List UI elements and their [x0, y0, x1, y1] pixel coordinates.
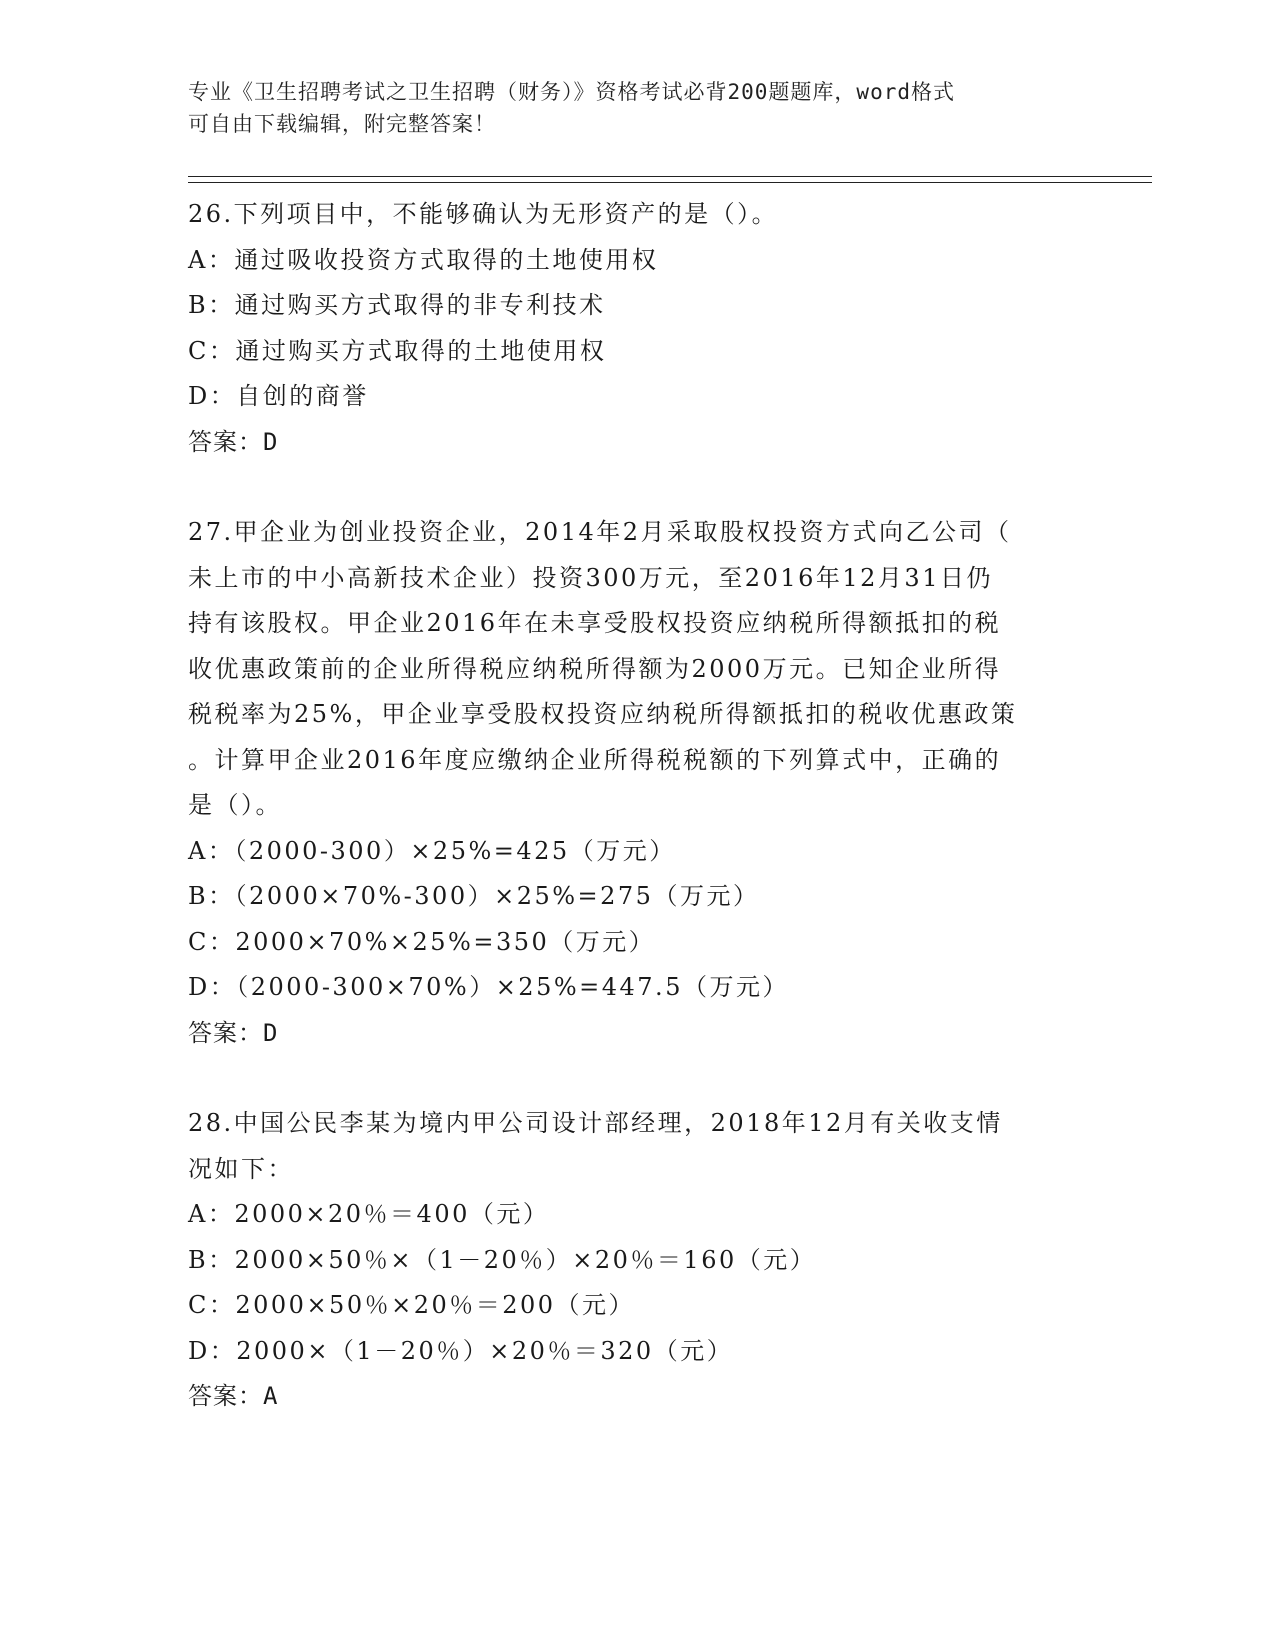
question-stem: 未上市的中小高新技术企业）投资300万元，至2016年12月31日仍 — [188, 563, 993, 592]
question-stem: 28.中国公民李某为境内甲公司设计部经理，2018年12月有关收支情 — [188, 1109, 1003, 1137]
option-c: C：2000×50％×20％＝200（元） — [188, 1291, 636, 1319]
question-block — [188, 510, 1088, 1056]
question-stem: 26.下列项目中，不能够确认为无形资产的是（）。 — [188, 200, 779, 228]
option-d: D：（2000-300×70%）×25%=447.5（万元） — [188, 973, 789, 1001]
question-stem: 27.甲企业为创业投资企业，2014年2月采取股权投资方式向乙公司（ — [188, 518, 1012, 546]
question-stem: 是（）。 — [188, 791, 282, 819]
question-stem: 况如下： — [188, 1154, 294, 1183]
option-c: C：2000×70%×25%=350（万元） — [188, 927, 656, 956]
option-d: D：2000×（1－20％）×20％＝320（元） — [188, 1336, 734, 1365]
option-a: A：（2000-300）×25%=425（万元） — [188, 836, 676, 865]
option-b: B：2000×50％×（1－20％）×20％＝160（元） — [188, 1245, 817, 1274]
question-stem: 税税率为25%，甲企业享受股权投资应纳税所得额抵扣的税收优惠政策 — [188, 700, 1018, 728]
question-stem: 。计算甲企业2016年度应缴纳企业所得税税额的下列算式中，正确的 — [188, 745, 1002, 774]
answer-line: 答案：D — [188, 427, 279, 456]
header-line: 专业《卫生招聘考试之卫生招聘（财务）》资格考试必背200题题库，word格式 — [188, 80, 955, 104]
header-divider — [188, 176, 1152, 177]
question-block — [188, 192, 1088, 465]
question-list — [188, 192, 1088, 1420]
header-divider — [188, 182, 1152, 183]
option-b: B：通过购买方式取得的非专利技术 — [188, 291, 606, 319]
option-b: B：（2000×70%-300）×25%=275（万元） — [188, 882, 760, 910]
answer-line: 答案：D — [188, 1018, 279, 1047]
option-c: C：通过购买方式取得的土地使用权 — [188, 336, 607, 365]
spacer — [188, 1056, 1088, 1101]
question-stem: 持有该股权。甲企业2016年在未享受股权投资应纳税所得额抵扣的税 — [188, 609, 1002, 637]
option-a: A：通过吸收投资方式取得的土地使用权 — [188, 245, 659, 274]
answer-line: 答案：A — [188, 1382, 279, 1410]
document-header — [188, 76, 1088, 140]
spacer — [188, 465, 1088, 510]
header-line: 可自由下载编辑，附完整答案！ — [188, 112, 496, 136]
question-block — [188, 1101, 1088, 1420]
question-stem: 收优惠政策前的企业所得税应纳税所得额为2000万元。已知企业所得 — [188, 654, 1002, 683]
option-d: D：自创的商誉 — [188, 382, 369, 410]
option-a: A：2000×20％＝400（元） — [188, 1200, 550, 1228]
